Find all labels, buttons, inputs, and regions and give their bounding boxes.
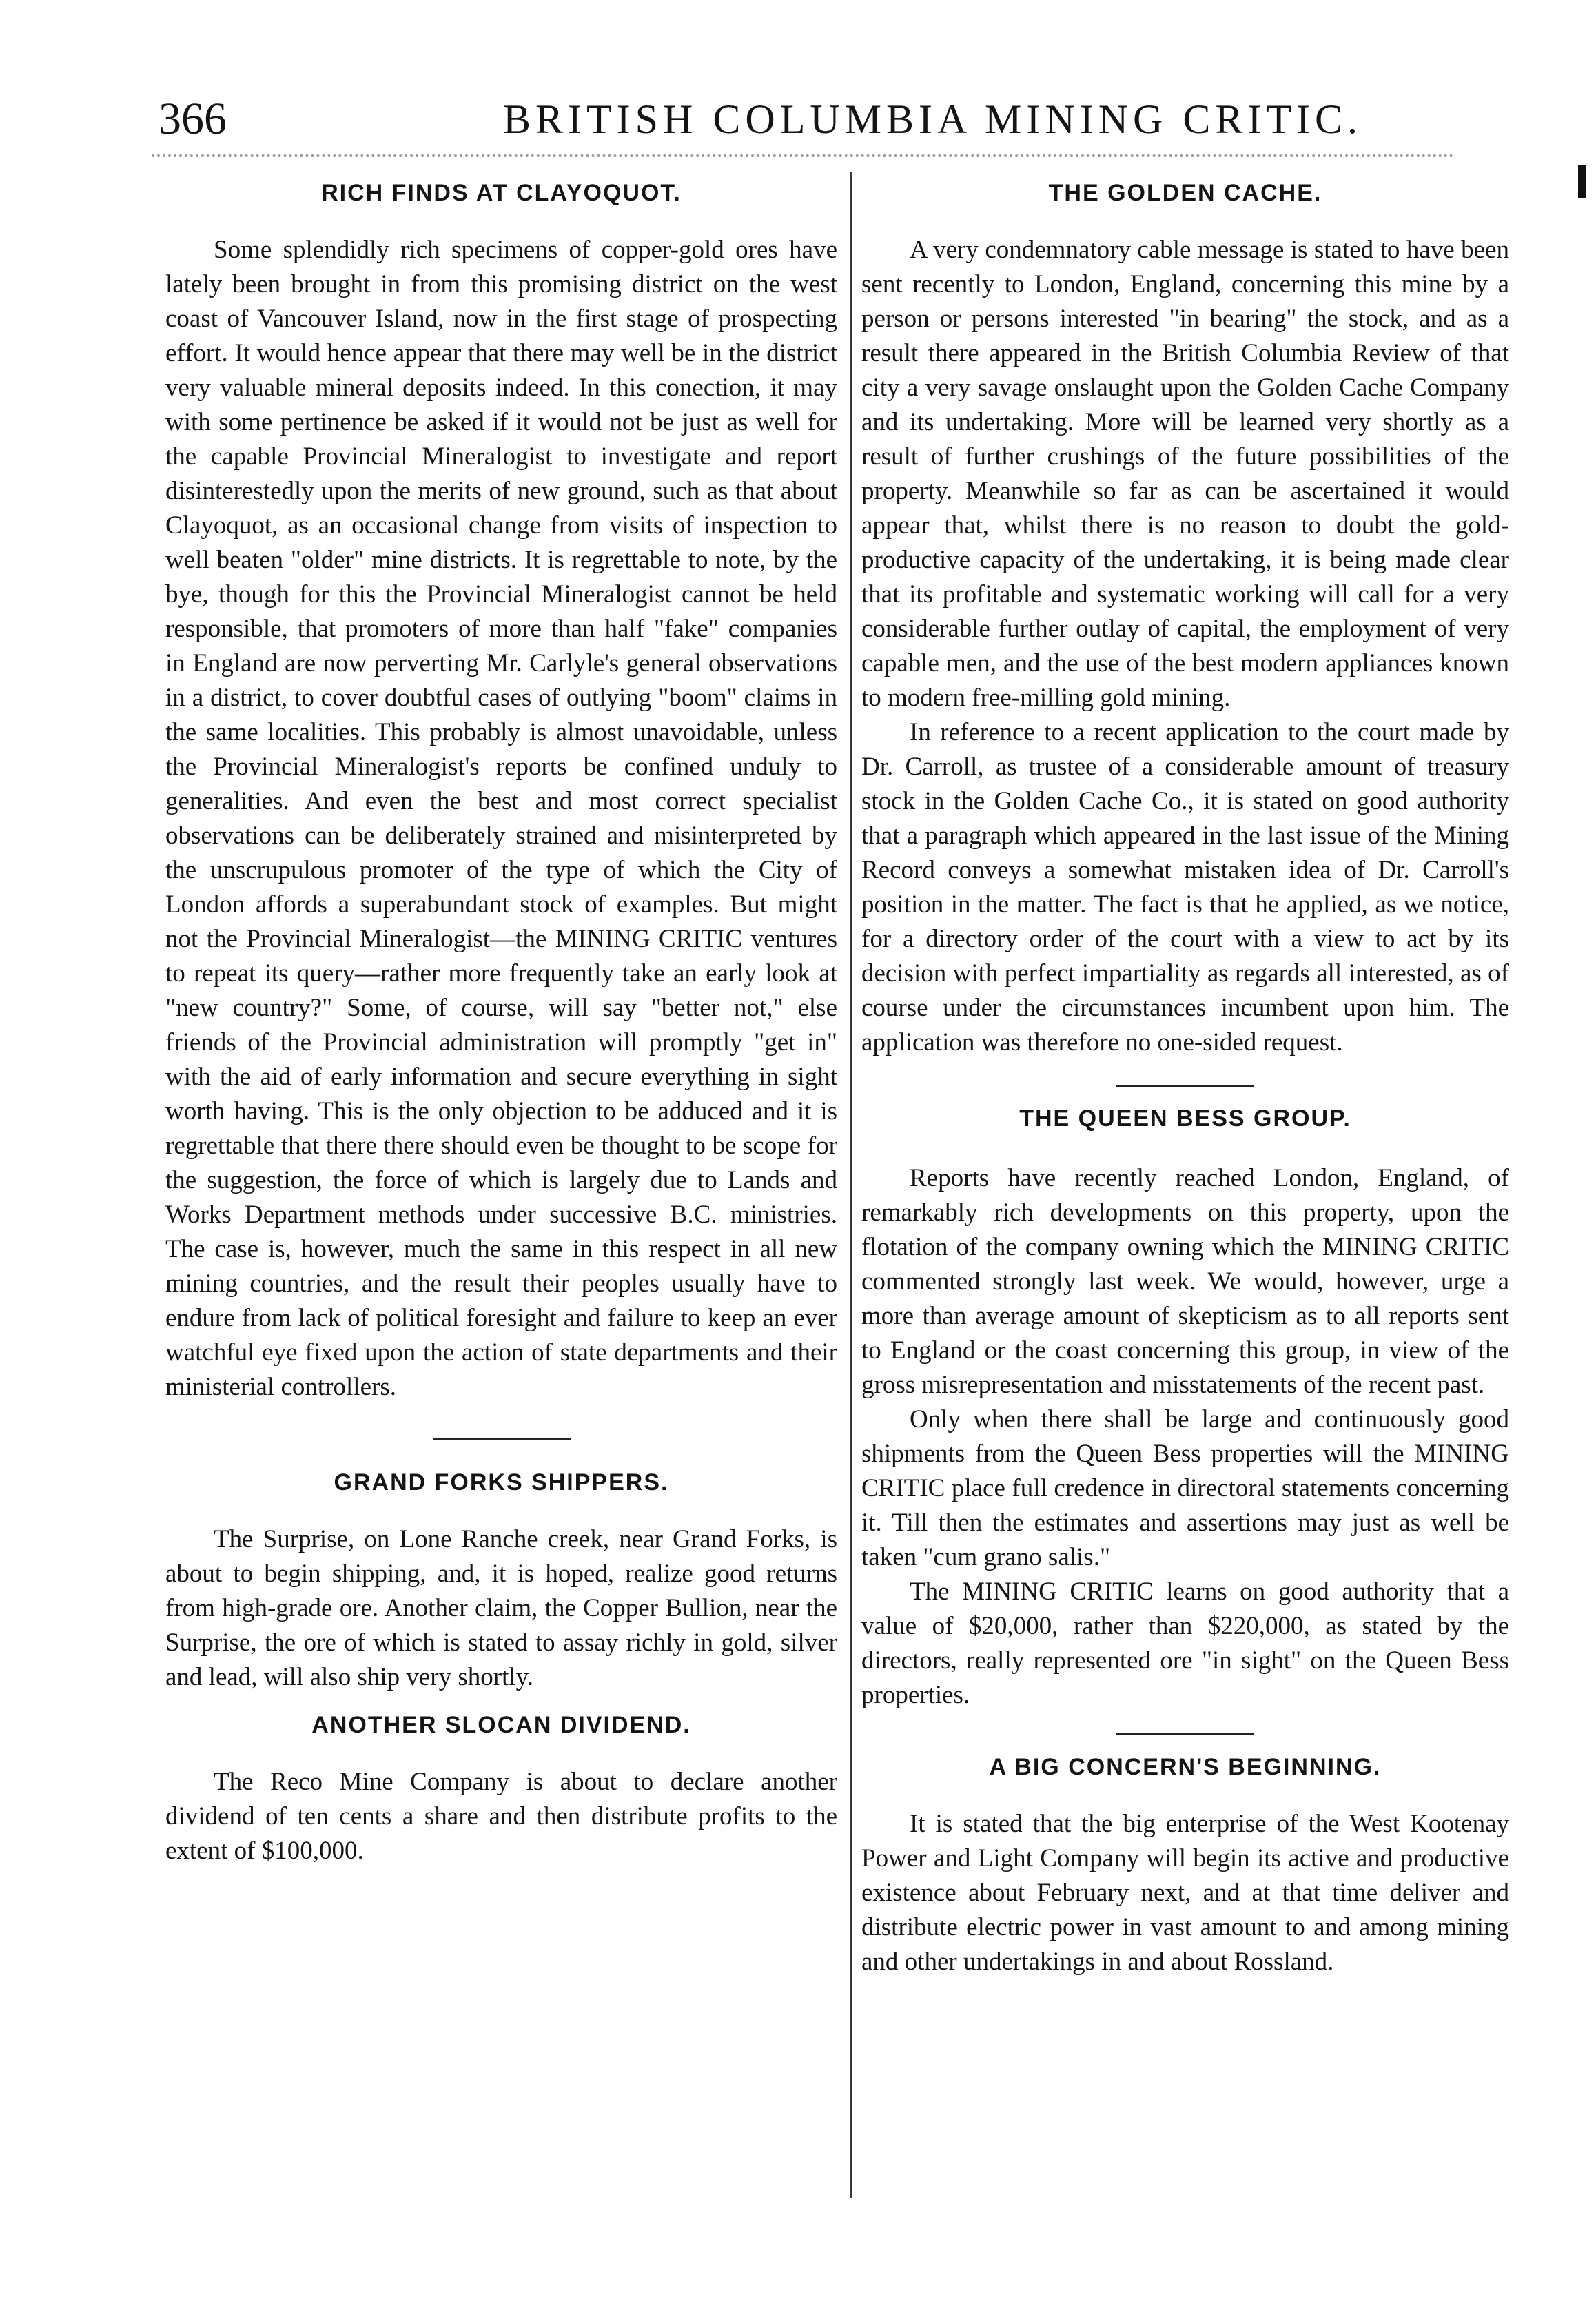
article-heading: A BIG CONCERN'S BEGINNING. <box>989 1754 1382 1780</box>
article-paragraph: The MINING CRITIC learns on good authority that a value of $20,000, rather than $220,000, as stated by the directors, really represented ore "in sight" on the Queen Bess properties. <box>861 1578 1509 1709</box>
header-rule <box>152 154 1454 157</box>
article-body: It is stated that the big enterprise of the West Kootenay Power and Light Company will begin its active and productive existence about February next, and at that time deliver and distribute electric power in vast amount to and among mining and other undertakings in and about Rossland. <box>861 1810 1509 1976</box>
article-paragraph: In reference to a recent application to the court made by Dr. Carroll, as trustee of a considerable amount of treasury stock in the Golden Cache Co., it is stated on good authority that a paragraph which appeared in the last issue of the Mining Record conveys a somewhat mistaken idea of Dr. Carroll's position in the matter. The fact is that he applied, as we notice, for a directory order of the court with a view to act by its decision with perfect impartiality as regards all interested, as of course under the circumstances incumbent upon him. The application was therefore no one-sided request. <box>861 718 1509 1056</box>
article-body: The Reco Mine Company is about to declare another dividend of ten cents a share and then distribute profits to the extent of $100,000. <box>165 1768 837 1865</box>
article-queen-bess <box>861 1103 1509 1713</box>
article-rich-finds <box>165 178 837 1405</box>
section-separator <box>1116 1085 1254 1087</box>
article-paragraph: A very condemnatory cable message is stated to have been sent recently to London, England, concerning this mine by a person or persons interested "in bearing" the stock, and as a result there appeared in the British Columbia Review of that city a very savage onslaught upon the Golden Cache Company and its undertaking. More will be learned very shortly as a result of further crushings of the future possibilities of the property. Meanwhile so far as can be ascertained it would appear that, whilst there is no reason to doubt the gold-productive capacity of the undertaking, it is being made clear that its profitable and systematic working will call for a very considerable further outlay of capital, the employment of very capable men, and the use of the best modern appliances known to modern free-milling gold mining. <box>861 236 1509 712</box>
section-separator <box>1116 1733 1254 1735</box>
article-body: The Surprise, on Lone Ranche creek, near Grand Forks, is about to begin shipping, and, it is hoped, realize good returns from high-grade ore. Another claim, the Copper Bullion, near the Surprise, the ore of which is stated to assay richly in gold, silver and lead, will also ship very shortly. <box>165 1525 837 1691</box>
journal-title: BRITISH COLUMBIA MINING CRITIC. <box>503 96 1363 142</box>
article-heading: ANOTHER SLOCAN DIVIDEND. <box>311 1712 691 1738</box>
article-heading: RICH FINDS AT CLAYOQUOT. <box>321 180 682 206</box>
article-heading: THE GOLDEN CACHE. <box>1048 180 1322 206</box>
article-heading: THE QUEEN BESS GROUP. <box>1019 1105 1351 1132</box>
page-number: 366 <box>158 94 227 144</box>
article-heading: GRAND FORKS SHIPPERS. <box>334 1469 669 1495</box>
article-grand-forks <box>165 1467 837 1695</box>
page-header <box>158 88 1454 150</box>
article-slocan <box>165 1710 837 1868</box>
right-column <box>861 178 1509 1979</box>
column-divider <box>850 172 852 2198</box>
article-paragraph: Only when there shall be large and continuously good shipments from the Queen Bess properties will the MINING CRITIC place full credence in directoral statements concerning it. Till then the estimates and assertions may just as well be taken "cum grano salis." <box>861 1405 1509 1571</box>
article-big-concern <box>861 1752 1509 1979</box>
article-golden-cache <box>861 178 1509 1060</box>
section-separator <box>433 1438 571 1440</box>
left-column <box>165 178 837 1868</box>
margin-mark <box>1578 165 1586 198</box>
article-paragraph: Reports have recently reached London, England, of remarkably rich developments on this property, upon the flotation of the company owning which the MINING CRITIC commented strongly last week. We would, however, urge a more than average amount of skepticism as to all reports sent to England or the coast concerning this group, in view of the gross misrepresentation and misstatements of the recent past. <box>861 1164 1509 1399</box>
article-body: Some splendidly rich specimens of copper-gold ores have lately been brought in from this promising district on the west coast of Vancouver Island, now in the first stage of prospecting effort. It would hence appear that there may well be in the district very valuable mineral deposits indeed. In this conection, it may with some pertinence be asked if it would not be just as well for the capable Provincial Mineralogist to investigate and report disinterestedly upon the merits of new ground, such as that about Clayoquot, as an occasional change from visits of inspection to well beaten "older" mine districts. It is regrettable to note, by the bye, though for this the Provincial Mineralogist cannot be held responsible, that promoters of more than half "fake" companies in England are now perverting Mr. Carlyle's general observations in a district, to cover doubtful cases of outlying "boom" claims in the same localities. This probably is almost unavoidable, unless the Provincial Mineralogist's reports be confined unduly to generalities. And even the best and most correct specialist observations can be deliberately strained and misinterpreted by the unscrupulous promoter of the type of which the City of London affords a superabundant stock of examples. But might not the Provincial Mineralogist—the MINING CRITIC ventures to repeat its query—rather more frequently take an early look at "new country?" Some, of course, will say "better not," else friends of the Provincial administration will promptly "get in" with the aid of early information and secure everything in sight worth having. This is the only objection to be adduced and it is regrettable that there there should even be thought to be scope for the suggestion, the force of which is largely due to Lands and Works Department methods under successive B.C. ministries. The case is, however, much the same in this respect in all new mining countries, and the result their peoples usually have to endure from lack of political foresight and failure to keep an ever watchful eye fixed upon the action of state departments and their ministerial controllers. <box>165 236 837 1401</box>
